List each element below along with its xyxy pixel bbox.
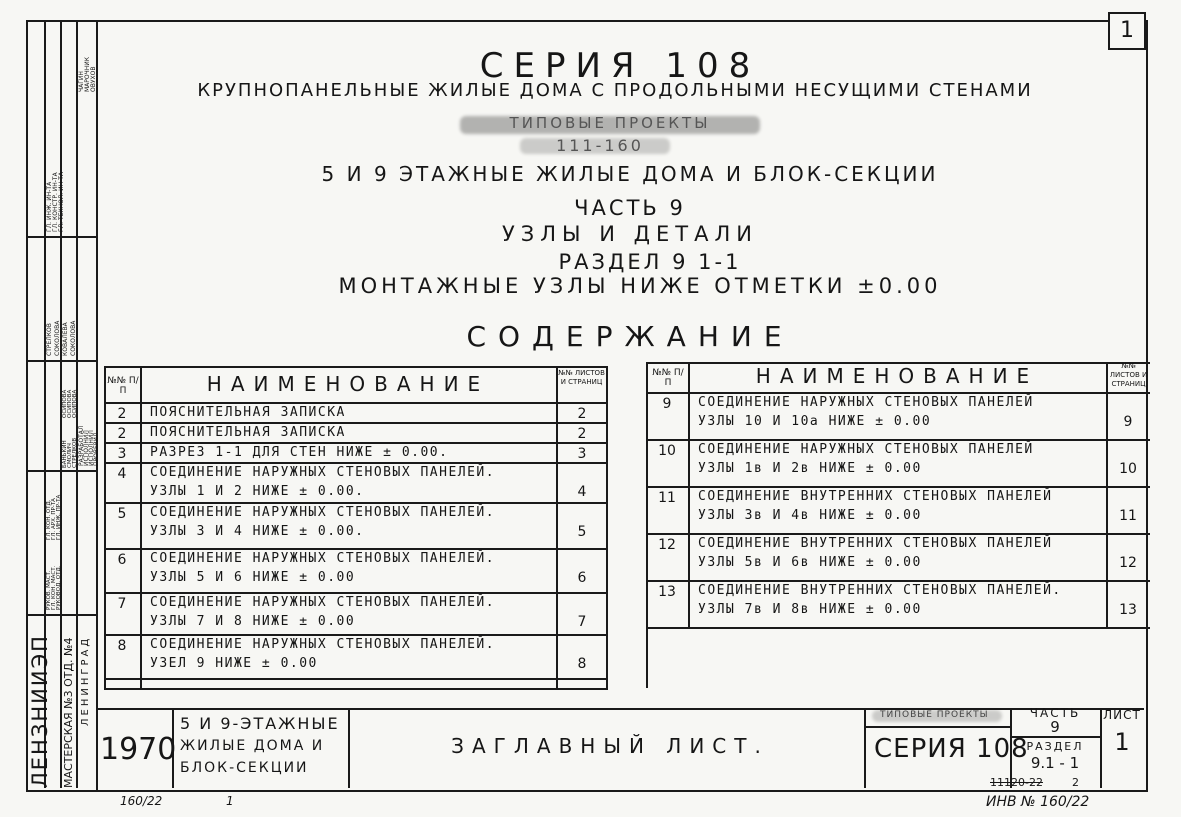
stamp-part-label: ЧАСТЬ (1029, 706, 1081, 720)
row-sheet: 2 (577, 426, 587, 442)
header-section: РАЗДЕЛ 9 1-1 (558, 250, 742, 274)
row-sheet: 11 (1119, 508, 1137, 524)
side-city: ЛЕНИНГРАД (80, 635, 91, 726)
row-name-line-2: УЗЛЫ 1в И 2в НИЖЕ ± 0.00 (698, 461, 922, 476)
row-number: 13 (658, 584, 676, 600)
side-name-top: МАРОЧНИК (84, 57, 91, 92)
row-sheet: 3 (577, 446, 587, 462)
side-role-top: ГЛ. ИНЖ. ИН-ТА (46, 181, 53, 232)
side-role-top: ГЛ. ТЕХНОЛ. ИН-ТА (58, 171, 65, 232)
smudged-line-2: 111-160 (556, 136, 644, 155)
row-sheet: 10 (1119, 461, 1137, 477)
side-name-top: ОВУХОВ (90, 66, 97, 92)
stamp-series-label: ТИПОВЫЕ ПРОЕКТЫ (880, 710, 989, 720)
row-number: 9 (662, 396, 672, 412)
row-name-line-1: СОЕДИНЕНИЕ ВНУТРЕННИХ СТЕНОВЫХ ПАНЕЛЕЙ (698, 536, 1053, 551)
row-name-line-1: РАЗРЕЗ 1-1 ДЛЯ СТЕН НИЖЕ ± 0.00. (150, 445, 449, 460)
side-role-mid: КОВАЛЕВА (62, 322, 69, 356)
stamp-sheet-title: ЗАГЛАВНЫЙ ЛИСТ. (451, 734, 769, 758)
right-col-num-header: №№ П/П (652, 368, 684, 388)
footer-left-code: 160/22 (120, 794, 163, 808)
stamp-building-2: ЖИЛЫЕ ДОМА И (180, 738, 325, 754)
row-number: 7 (117, 596, 127, 612)
side-role-mid: СОКОЛОВА (54, 320, 61, 356)
contents-title: СОДЕРЖАНИЕ (466, 320, 794, 353)
side-action: ИСПОЛНИЛ (83, 430, 90, 466)
row-name-line-2: УЗЛЫ 5 И 6 НИЖЕ ± 0.00 (150, 570, 356, 585)
row-number: 11 (658, 490, 676, 506)
series-subtitle: КРУПНОПАНЕЛЬНЫЕ ЖИЛЫЕ ДОМА С ПРОДОЛЬНЫМИ НЕСУЩИМИ СТЕНАМИ (197, 80, 1033, 101)
row-name-line-1: СОЕДИНЕНИЕ НАРУЖНЫХ СТЕНОВЫХ ПАНЕЛЕЙ. (150, 465, 496, 480)
row-name-line-1: СОЕДИНЕНИЕ НАРУЖНЫХ СТЕНОВЫХ ПАНЕЛЕЙ. (150, 551, 496, 566)
row-name-line-1: СОЕДИНЕНИЕ ВНУТРЕННИХ СТЕНОВЫХ ПАНЕЛЕЙ. (698, 583, 1062, 598)
row-name-line-1: ПОЯСНИТЕЛЬНАЯ ЗАПИСКА (150, 425, 346, 440)
frame-inner-left (96, 20, 98, 790)
row-number: 3 (117, 446, 127, 462)
header-section-title: МОНТАЖНЫЕ УЗЛЫ НИЖЕ ОТМЕТКИ ±0.00 (338, 274, 942, 298)
side-name-bottom: СМОЛИЧ (67, 443, 73, 468)
stamp-building-3: БЛОК-СЕКЦИИ (180, 760, 309, 776)
right-col-name-header: НАИМЕНОВАНИЕ (755, 364, 1039, 388)
row-number: 8 (117, 638, 127, 654)
stamp-section-label: РАЗДЕЛ (1026, 740, 1084, 753)
row-number: 12 (658, 537, 676, 553)
side-org-sub: МАСТЕРСКАЯ №3 ОТД. №4 (62, 637, 75, 788)
row-name-line-2: УЗЛЫ 10 И 10а НИЖЕ ± 0.00 (698, 414, 932, 429)
side-name-bottom: ОСИПОВА (67, 389, 73, 418)
stamp-building-1: 5 И 9-ЭТАЖНЫЕ (180, 714, 340, 733)
side-name-bottom: БАНЬКИН (62, 440, 68, 468)
row-name-line-2: УЗЕЛ 9 НИЖЕ ± 0.00 (150, 656, 318, 671)
side-org: ЛЕНЗНИИЭП (28, 634, 52, 788)
row-sheet: 7 (577, 614, 587, 630)
side-name-bottom: СТРЕЛКОВ (72, 437, 78, 468)
row-name-line-2: УЗЛЫ 5в И 6в НИЖЕ ± 0.00 (698, 555, 922, 570)
row-number: 2 (117, 406, 127, 422)
table-left (104, 366, 608, 688)
side-role-bottom: ГЛ. АРХ. ПР-ТА (51, 498, 57, 540)
stamp-sheet: 1 (1114, 728, 1130, 756)
stamp-series: СЕРИЯ 108 (874, 734, 1029, 764)
left-col-num-header: №№ П/П (107, 376, 139, 396)
left-col-sheets-header: №№ ЛИСТОВ И СТРАНИЦ (558, 369, 605, 386)
row-name-line-1: СОЕДИНЕНИЕ НАРУЖНЫХ СТЕНОВЫХ ПАНЕЛЕЙ. (150, 595, 496, 610)
row-sheet: 12 (1119, 555, 1137, 571)
row-number: 6 (117, 552, 127, 568)
stamp-sheet-label: ЛИСТ (1103, 708, 1141, 722)
right-col-sheets-header: №№ ЛИСТОВ И СТРАНИЦ (1109, 362, 1148, 388)
row-sheet: 4 (577, 484, 587, 500)
side-action: РАЗРАБОТАЛ (78, 425, 85, 466)
row-sheet: 9 (1123, 414, 1133, 430)
side-name-bottom: ОСИПОВА (62, 389, 68, 418)
row-name-line-2: УЗЛЫ 7в И 8в НИЖЕ ± 0.00 (698, 602, 922, 617)
left-col-name-header: НАИМЕНОВАНИЕ (206, 372, 490, 396)
side-action: ПРОВЕРИЛ (93, 432, 100, 466)
row-name-line-1: СОЕДИНЕНИЕ НАРУЖНЫХ СТЕНОВЫХ ПАНЕЛЕЙ. (150, 505, 496, 520)
stamp-mark-2: 2 (1072, 776, 1079, 789)
side-role-bottom: ГЛ. КОН. МАСТ. (51, 565, 57, 610)
row-number: 4 (117, 466, 127, 482)
row-sheet: 2 (577, 406, 587, 422)
row-sheet: 6 (577, 570, 587, 586)
row-number: 5 (117, 506, 127, 522)
row-name-line-2: УЗЛЫ 1 И 2 НИЖЕ ± 0.00. (150, 484, 365, 499)
header-part-title: УЗЛЫ И ДЕТАЛИ (501, 222, 758, 246)
row-name-line-2: УЗЛЫ 7 И 8 НИЖЕ ± 0.00 (150, 614, 356, 629)
stamp-part: 9 (1050, 718, 1060, 736)
row-name-line-2: УЗЛЫ 3 И 4 НИЖЕ ± 0.00. (150, 524, 365, 539)
side-role-mid: СОКОЛОВА (70, 320, 77, 356)
row-number: 2 (117, 426, 127, 442)
stamp-struck-code: 11120-22 (990, 776, 1043, 789)
footer-left-mark: 1 (226, 794, 234, 808)
series-title: СЕРИЯ 108 (479, 46, 761, 86)
side-role-bottom: РУКОВ. МАСТ. (46, 570, 52, 610)
header-line-3: 5 И 9 ЭТАЖНЫЕ ЖИЛЫЕ ДОМА И БЛОК-СЕКЦИИ (321, 162, 939, 186)
side-role-mid: СТРЕЛКОВ (46, 323, 53, 356)
header-part: ЧАСТЬ 9 (574, 196, 686, 220)
side-action: ИСПОЛНИЛ (88, 430, 95, 466)
table-right (646, 362, 1150, 688)
smudged-line-1: ТИПОВЫЕ ПРОЕКТЫ (509, 114, 711, 132)
row-name-line-1: СОЕДИНЕНИЕ НАРУЖНЫХ СТЕНОВЫХ ПАНЕЛЕЙ (698, 442, 1034, 457)
row-name-line-1: ПОЯСНИТЕЛЬНАЯ ЗАПИСКА (150, 405, 346, 420)
row-name-line-2: УЗЛЫ 3в И 4в НИЖЕ ± 0.00 (698, 508, 922, 523)
stamp-inv: ИНВ № 160/22 (986, 794, 1090, 810)
row-name-line-1: СОЕДИНЕНИЕ НАРУЖНЫХ СТЕНОВЫХ ПАНЕЛЕЙ. (150, 637, 496, 652)
row-name-line-1: СОЕДИНЕНИЕ НАРУЖНЫХ СТЕНОВЫХ ПАНЕЛЕЙ (698, 395, 1034, 410)
row-sheet: 8 (577, 656, 587, 672)
row-sheet: 5 (577, 524, 587, 540)
sheet-number: 1 (1120, 18, 1134, 43)
side-role-bottom: ГЛ. ИНЖ. ПР-ТА (56, 494, 62, 540)
row-number: 10 (658, 443, 676, 459)
side-name-bottom: ОСИПОВА (72, 389, 78, 418)
stamp-section: 9.1 - 1 (1030, 754, 1080, 772)
side-name-top: ЧАГИН (78, 71, 85, 92)
side-role-bottom: РУКОВОД. ОТД. (56, 565, 62, 610)
stamp-year: 1970 (100, 732, 177, 767)
side-role-bottom: ГЛ. КОН. ОТД. (46, 499, 52, 540)
row-name-line-1: СОЕДИНЕНИЕ ВНУТРЕННИХ СТЕНОВЫХ ПАНЕЛЕЙ (698, 489, 1053, 504)
row-sheet: 13 (1119, 602, 1137, 618)
side-role-top: ГЛ. КОНСТР. ИН-ТА (52, 172, 59, 232)
sheet-number-box (1108, 12, 1146, 50)
